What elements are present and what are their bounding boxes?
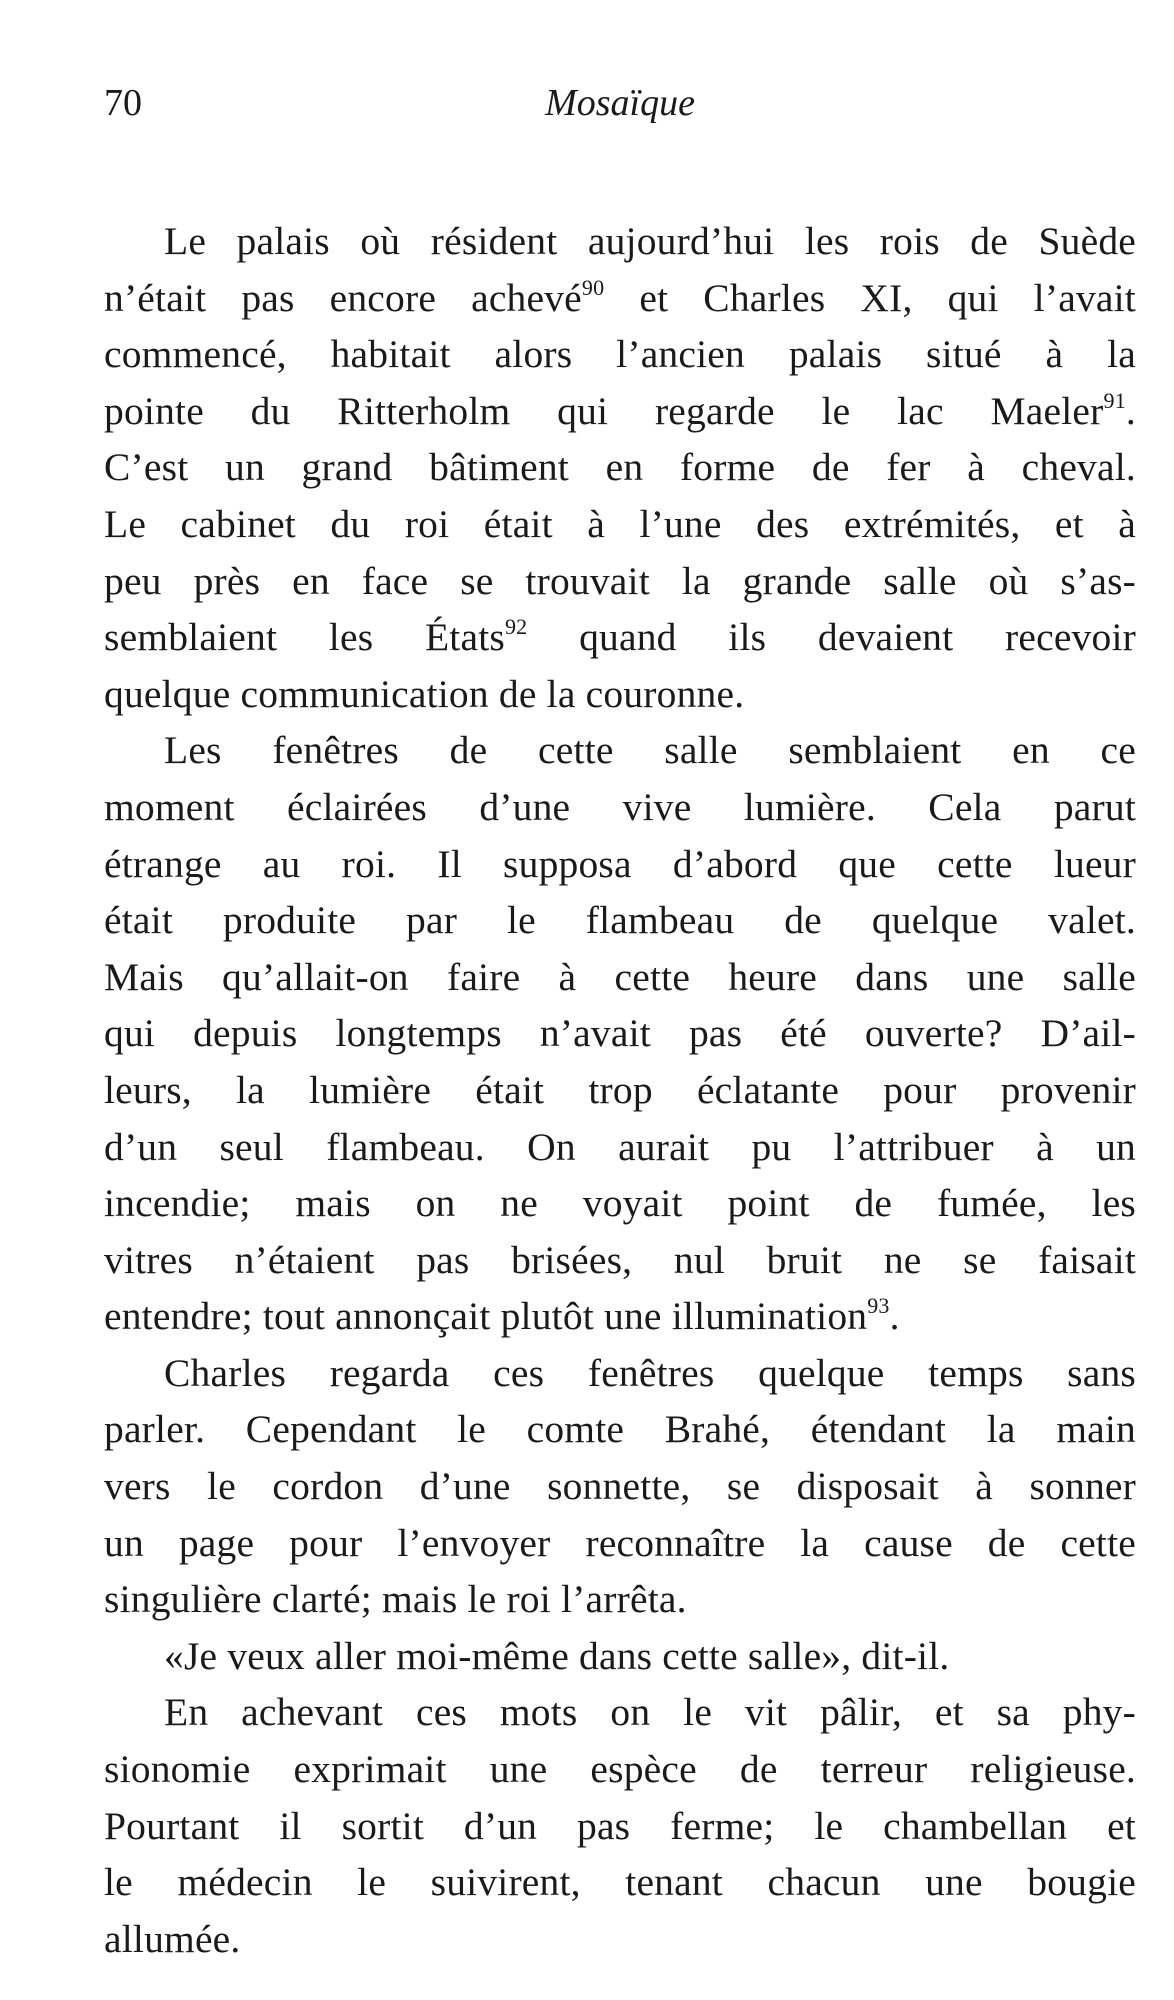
- text-line: [104, 1288, 1136, 1345]
- text-line: allumée.: [104, 1916, 241, 1961]
- text-line: «Je veux aller moi-même dans cette salle», dit-il.: [164, 1633, 950, 1678]
- text-line: Les fenêtres de cette salle semblaient en ce: [164, 728, 1136, 773]
- text-line: En achevant ces mots on le vit pâlir, et sa phy-: [164, 1690, 1136, 1735]
- text-segment: et Charles XI, qui l’avait: [604, 275, 1136, 320]
- text-segment: pointe du Ritterholm qui regarde le lac Maeler: [104, 388, 1104, 433]
- text-line: parler. Cependant le comte Brahé, étendant la main: [104, 1407, 1136, 1452]
- running-head: [104, 78, 1136, 128]
- paragraph-5: [104, 1684, 1136, 1967]
- footnote-marker: 93: [867, 1293, 890, 1319]
- body-text: [104, 213, 1136, 1967]
- text-line: C’est un grand bâtiment en forme de fer à cheval.: [104, 445, 1136, 490]
- paragraph-2: [104, 722, 1136, 1345]
- text-line: vers le cordon d’une sonnette, se disposait à sonner: [104, 1464, 1136, 1509]
- text-line: quelque communication de la couronne.: [104, 671, 745, 716]
- text-line: leurs, la lumière était trop éclatante pour provenir: [104, 1067, 1136, 1112]
- text-line: Mais qu’allait-on faire à cette heure dans une salle: [104, 954, 1136, 999]
- footnote-marker: 92: [504, 614, 528, 640]
- page-number: 70: [104, 82, 142, 124]
- text-line: moment éclairées d’une vive lumière. Cela parut: [104, 784, 1136, 829]
- text-line: Le palais où résident aujourd’hui les rois de Suède: [164, 219, 1136, 263]
- text-segment: .: [889, 1294, 900, 1339]
- text-segment: n’était pas encore achevé: [104, 275, 582, 320]
- text-line: singulière clarté; mais le roi l’arrêta.: [104, 1577, 687, 1622]
- text-line: vitres n’étaient pas brisées, nul bruit ne se faisait: [104, 1237, 1136, 1282]
- paragraph-3: [104, 1345, 1136, 1628]
- text-line: était produite par le flambeau de quelque valet.: [104, 898, 1136, 943]
- paragraph-4: [104, 1628, 1136, 1685]
- text-line: [104, 383, 1136, 440]
- text-line: le médecin le suivirent, tenant chacun une bougie: [104, 1860, 1136, 1905]
- text-line: [104, 609, 1136, 666]
- paragraph-1: [104, 213, 1136, 722]
- text-line: Charles regarda ces fenêtres quelque temps sans: [164, 1350, 1136, 1395]
- text-segment: semblaient les États: [104, 615, 505, 660]
- text-line: incendie; mais on ne voyait point de fumée, les: [104, 1181, 1136, 1226]
- running-title: Mosaïque: [545, 82, 695, 124]
- text-line: peu près en face se trouvait la grande salle où s’as-: [104, 558, 1136, 603]
- footnote-marker: 90: [581, 274, 605, 300]
- text-segment: .: [1125, 388, 1136, 433]
- text-line: Pourtant il sortit d’un pas ferme; le chambellan et: [104, 1803, 1136, 1848]
- text-line: étrange au roi. Il supposa d’abord que cette lueur: [104, 841, 1136, 886]
- text-line: Le cabinet du roi était à l’une des extrémités, et à: [104, 501, 1136, 546]
- text-segment: quand ils devaient recevoir: [527, 615, 1136, 660]
- text-line: d’un seul flambeau. On aurait pu l’attribuer à un: [104, 1124, 1136, 1169]
- text-line: un page pour l’envoyer reconnaître la cause de cette: [104, 1520, 1136, 1565]
- text-line: [104, 270, 1136, 327]
- footnote-marker: 91: [1103, 387, 1126, 413]
- text-segment: entendre; tout annonçait plutôt une illumination: [104, 1294, 868, 1339]
- text-line: sionomie exprimait une espèce de terreur religieuse.: [104, 1747, 1136, 1792]
- text-line: commencé, habitait alors l’ancien palais situé à la: [104, 332, 1136, 377]
- text-line: qui depuis longtemps n’avait pas été ouverte? D’ail-: [104, 1011, 1136, 1056]
